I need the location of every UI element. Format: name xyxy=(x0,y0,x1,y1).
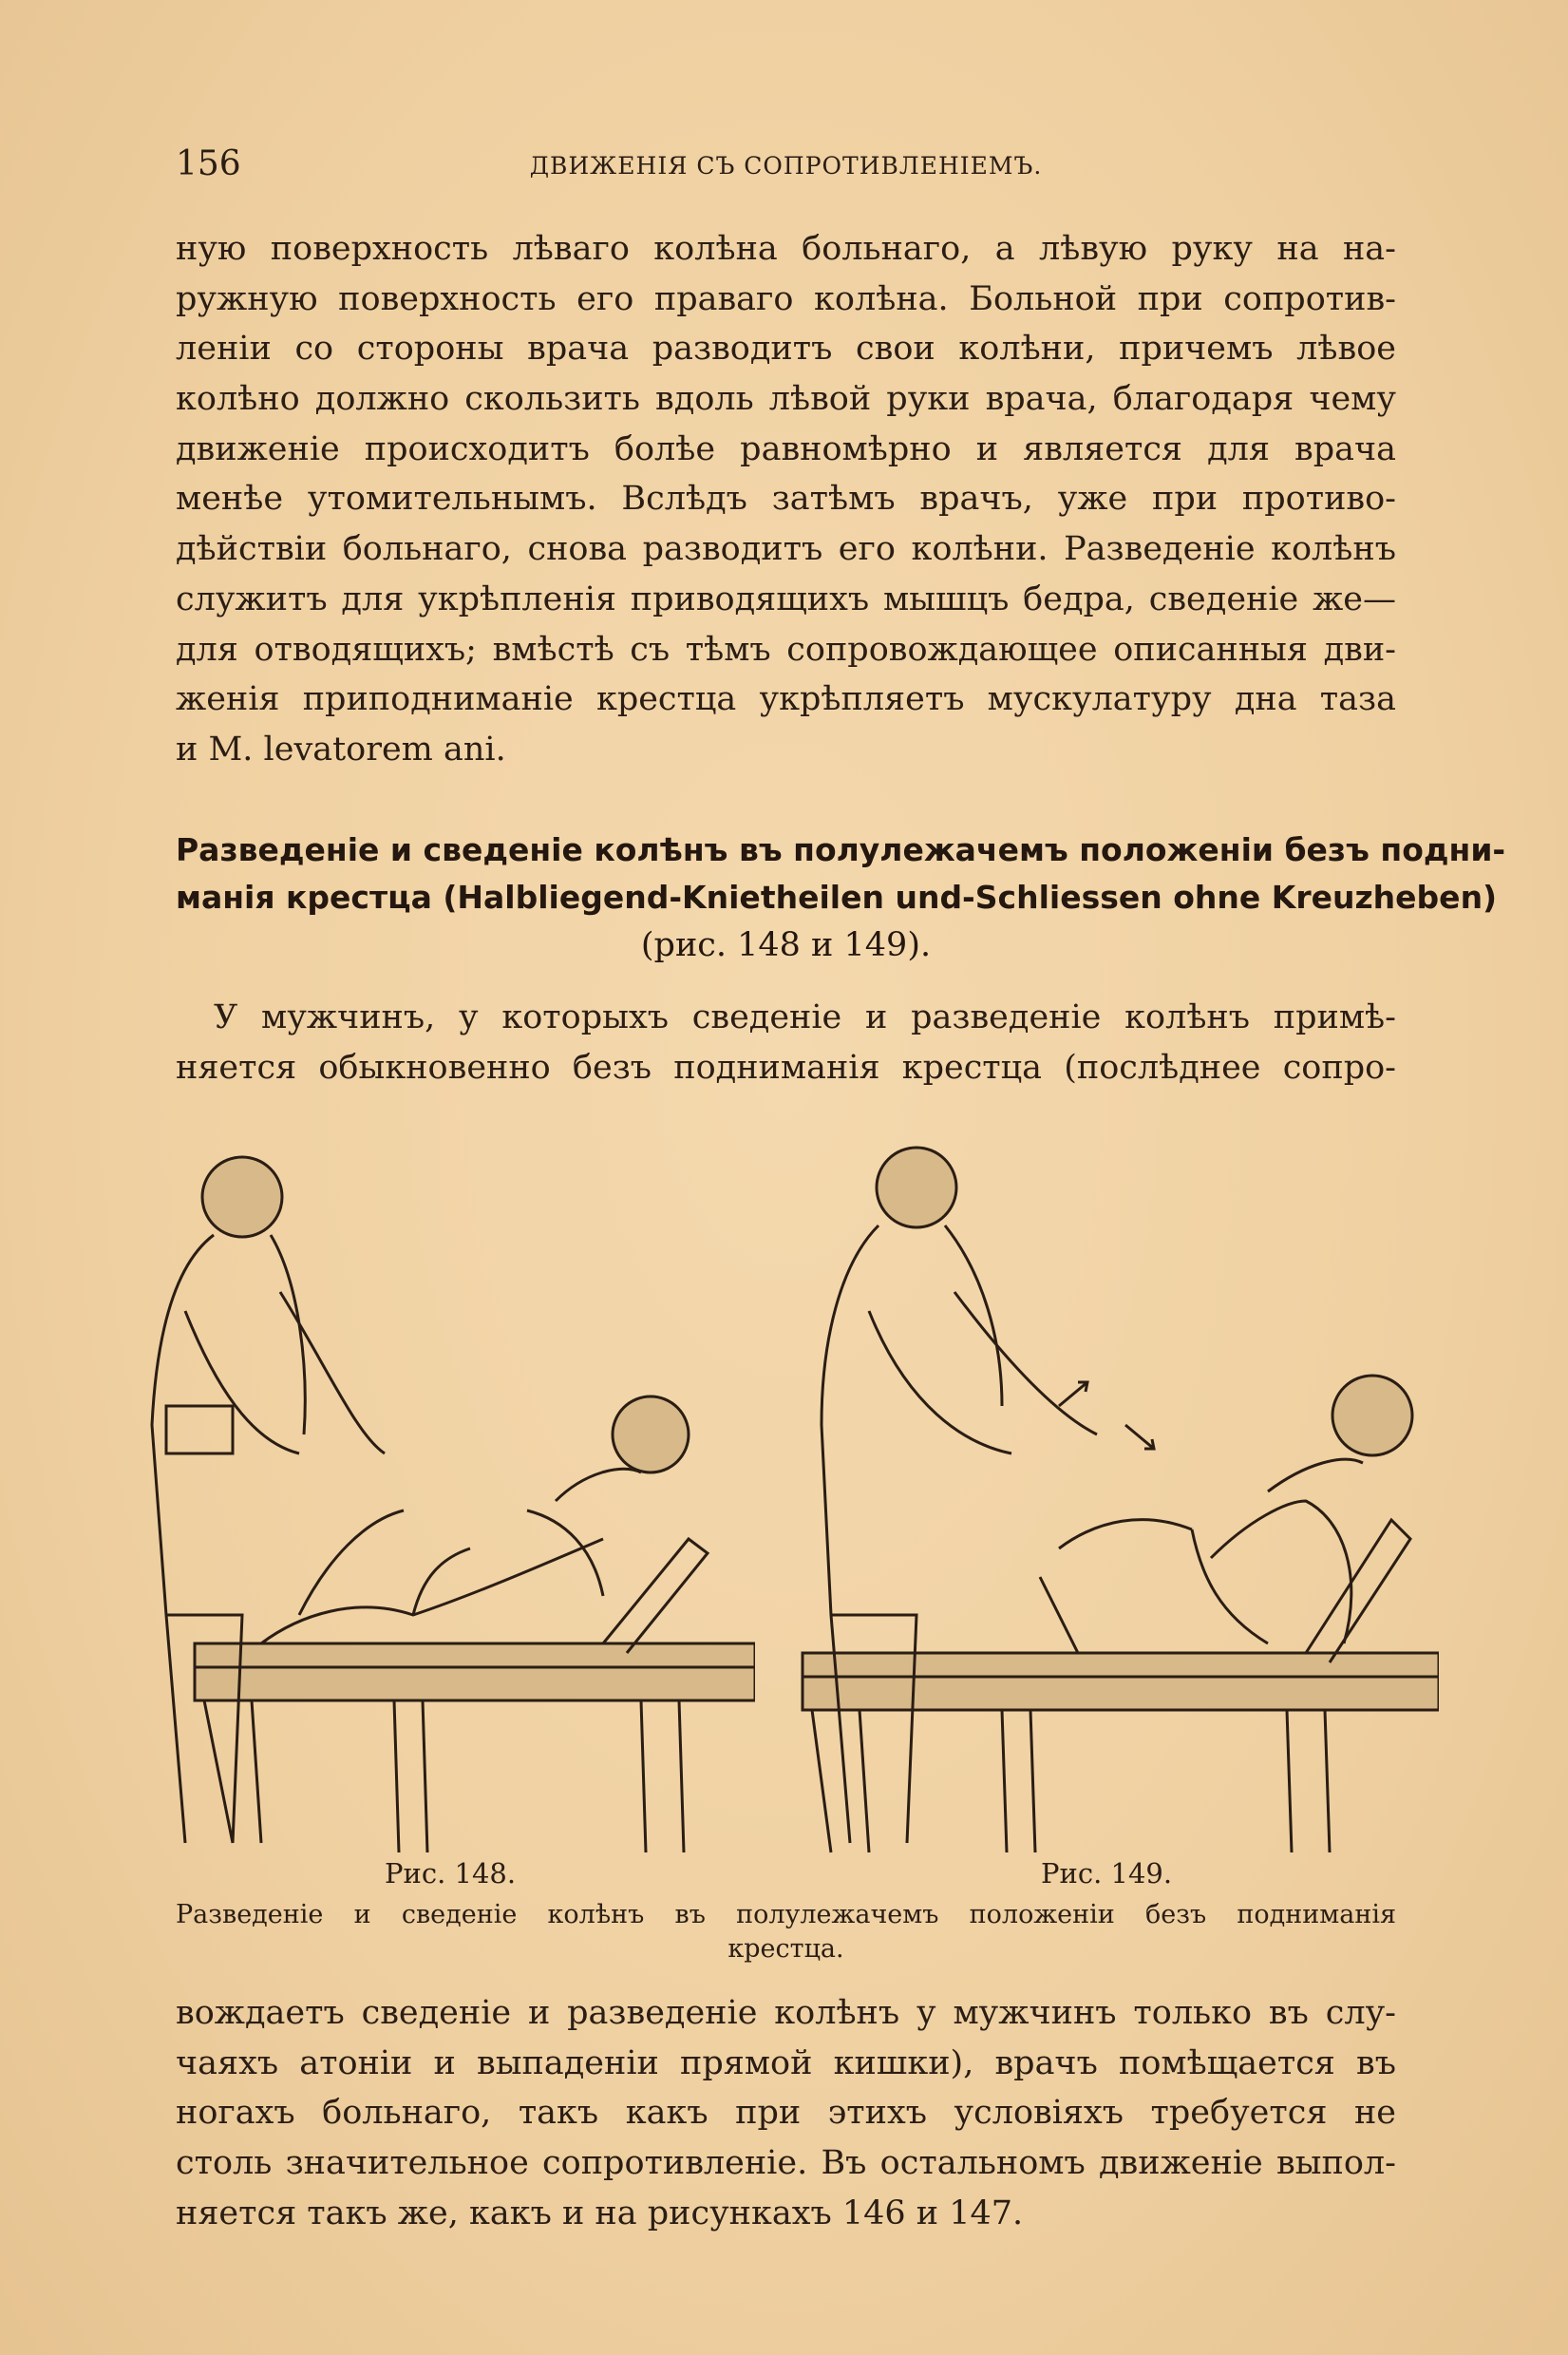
page-number: 156 xyxy=(176,144,241,183)
text-line: менѣе утомительнымъ. Вслѣдъ затѣмъ врачъ, уже при противо- xyxy=(176,480,1396,519)
figure-149-label: Рис. 149. xyxy=(1041,1857,1173,1890)
figure-148-label: Рис. 148. xyxy=(385,1857,517,1890)
text-line: служитъ для укрѣпленія приводящихъ мышцъ бедра, сведеніе же— xyxy=(176,579,1396,618)
figure-149-illustration xyxy=(774,1121,1439,1862)
text-line: няется обыкновенно безъ подниманія крестца (послѣднее сопро- xyxy=(176,1048,1396,1087)
heading-line-1: Разведеніе и сведеніе колѣнъ въ полулежачемъ положеніи безъ подни- xyxy=(176,831,1506,868)
figures xyxy=(109,1121,1439,1862)
caption-line-2: крестца. xyxy=(727,1934,844,1964)
text-line: У мужчинъ, у которыхъ сведеніе и разведеніе колѣнъ примѣ- xyxy=(214,998,1396,1036)
running-title: ДВИЖЕНІЯ СЪ СОПРОТИВЛЕНІЕМЪ. xyxy=(529,152,1043,180)
section-heading xyxy=(176,826,1506,969)
engraving-figure-148 xyxy=(109,1121,755,1862)
text-line: леніи со стороны врача разводитъ свои колѣни, причемъ лѣвое xyxy=(176,330,1396,369)
heading-figure-ref: (рис. 148 и 149). xyxy=(640,926,932,964)
heading-line-2: манія крестца (Halbliegend-Knietheilen und-Schliessen ohne Kreuzheben) xyxy=(176,879,1498,916)
figure-148-illustration xyxy=(109,1121,755,1862)
caption-line-1: Разведеніе и сведеніе колѣнъ въ полулежачемъ положеніи безъ подниманія xyxy=(176,1900,1396,1929)
page-header xyxy=(176,144,1396,192)
text-line: няется такъ же, какъ и на рисункахъ 146 и 147. xyxy=(176,2194,1024,2232)
text-line: дѣйствіи больнаго, снова разводитъ его колѣни. Разведеніе колѣнъ xyxy=(176,530,1396,569)
text-line: чаяхъ атоніи и выпаденіи прямой кишки), врачъ помѣщается въ xyxy=(176,2043,1396,2082)
text-line: вождаетъ сведеніе и разведеніе колѣнъ у мужчинъ только въ слу- xyxy=(176,1994,1396,2032)
text-line: женія приподниманіе крестца укрѣпляетъ мускулатуру дна таза xyxy=(176,680,1396,719)
text-line: ную поверхность лѣваго колѣна больнаго, а лѣвую руку на на- xyxy=(176,230,1396,268)
text-line: и M. levatorem ani. xyxy=(176,730,506,769)
figure-caption xyxy=(176,1898,1396,1966)
text-line: движеніе происходитъ болѣе равномѣрно и является для врача xyxy=(176,429,1396,468)
text-line: для отводящихъ; вмѣстѣ съ тѣмъ сопровождающее описанныя дви- xyxy=(176,630,1396,669)
text-line: столь значительное сопротивленіе. Въ остальномъ движеніе выпол- xyxy=(176,2144,1396,2183)
text-line: ружную поверхность его праваго колѣна. Больной при сопротив- xyxy=(176,279,1396,318)
text-line: колѣно должно скользить вдоль лѣвой руки врача, благодаря чему xyxy=(176,380,1396,419)
text-line: ногахъ больнаго, такъ какъ при этихъ условіяхъ требуется не xyxy=(176,2094,1396,2133)
engraving-figure-149 xyxy=(774,1121,1439,1862)
paragraph-1 xyxy=(176,224,1396,775)
paragraph-2 xyxy=(176,993,1396,1092)
paragraph-3 xyxy=(176,1988,1396,2238)
